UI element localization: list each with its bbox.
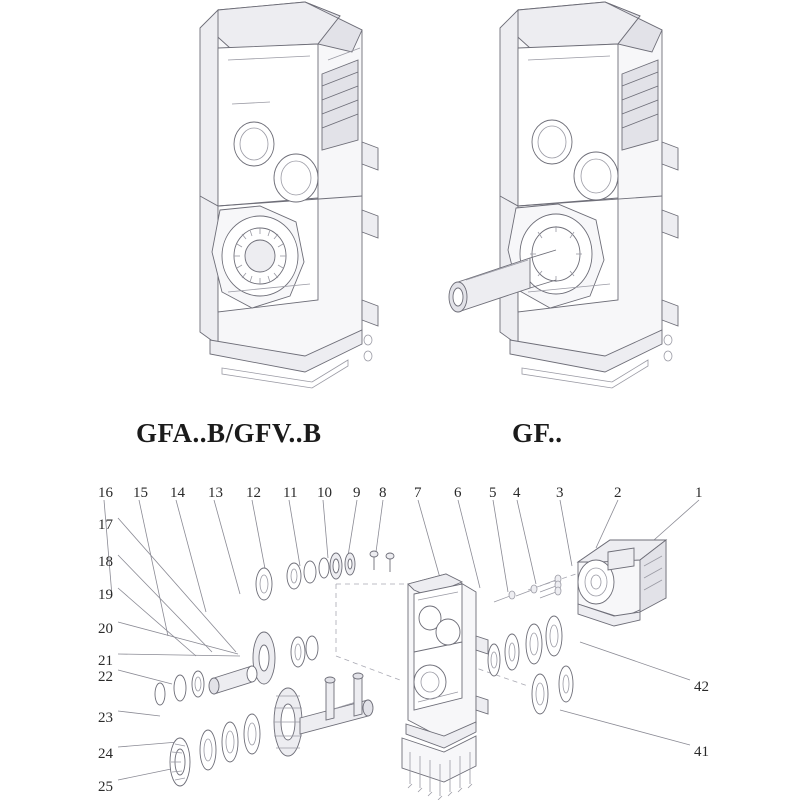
- callout-top-8: 8: [379, 485, 387, 501]
- callout-left-19: 19: [98, 587, 113, 603]
- gearbox-figure-right: [400, 0, 700, 400]
- callout-left-22: 22: [98, 669, 113, 685]
- callout-top-4: 4: [513, 485, 521, 501]
- figure-caption-left: GFA..B/GFV..B: [136, 418, 322, 448]
- callout-right-42: 42: [694, 679, 709, 695]
- callout-top-9: 9: [353, 485, 361, 501]
- callout-top-13: 13: [208, 485, 223, 501]
- callout-top-5: 5: [489, 485, 497, 501]
- exploded-assembly-drawing: [0, 466, 800, 800]
- callout-top-11: 11: [283, 485, 298, 501]
- callout-top-3: 3: [556, 485, 564, 501]
- callout-left-24: 24: [98, 746, 113, 762]
- callout-top-10: 10: [317, 485, 332, 501]
- callout-top-16: 16: [98, 485, 113, 501]
- callout-top-14: 14: [170, 485, 185, 501]
- callout-left-23: 23: [98, 710, 113, 726]
- callout-left-18: 18: [98, 554, 113, 570]
- callout-left-20: 20: [98, 621, 113, 637]
- callout-top-2: 2: [614, 485, 622, 501]
- callout-top-12: 12: [246, 485, 261, 501]
- callout-top-15: 15: [133, 485, 148, 501]
- gearbox-figure-left: [100, 0, 390, 400]
- callout-top-1: 1: [695, 485, 703, 501]
- callout-left-21: 21: [98, 653, 113, 669]
- figure-caption-right: GF..: [512, 418, 563, 448]
- callout-top-6: 6: [454, 485, 462, 501]
- callout-left-25: 25: [98, 779, 113, 795]
- callout-right-41: 41: [694, 744, 709, 760]
- exploded-view-section: [0, 466, 800, 800]
- callout-top-7: 7: [414, 485, 422, 501]
- callout-left-17: 17: [98, 517, 113, 533]
